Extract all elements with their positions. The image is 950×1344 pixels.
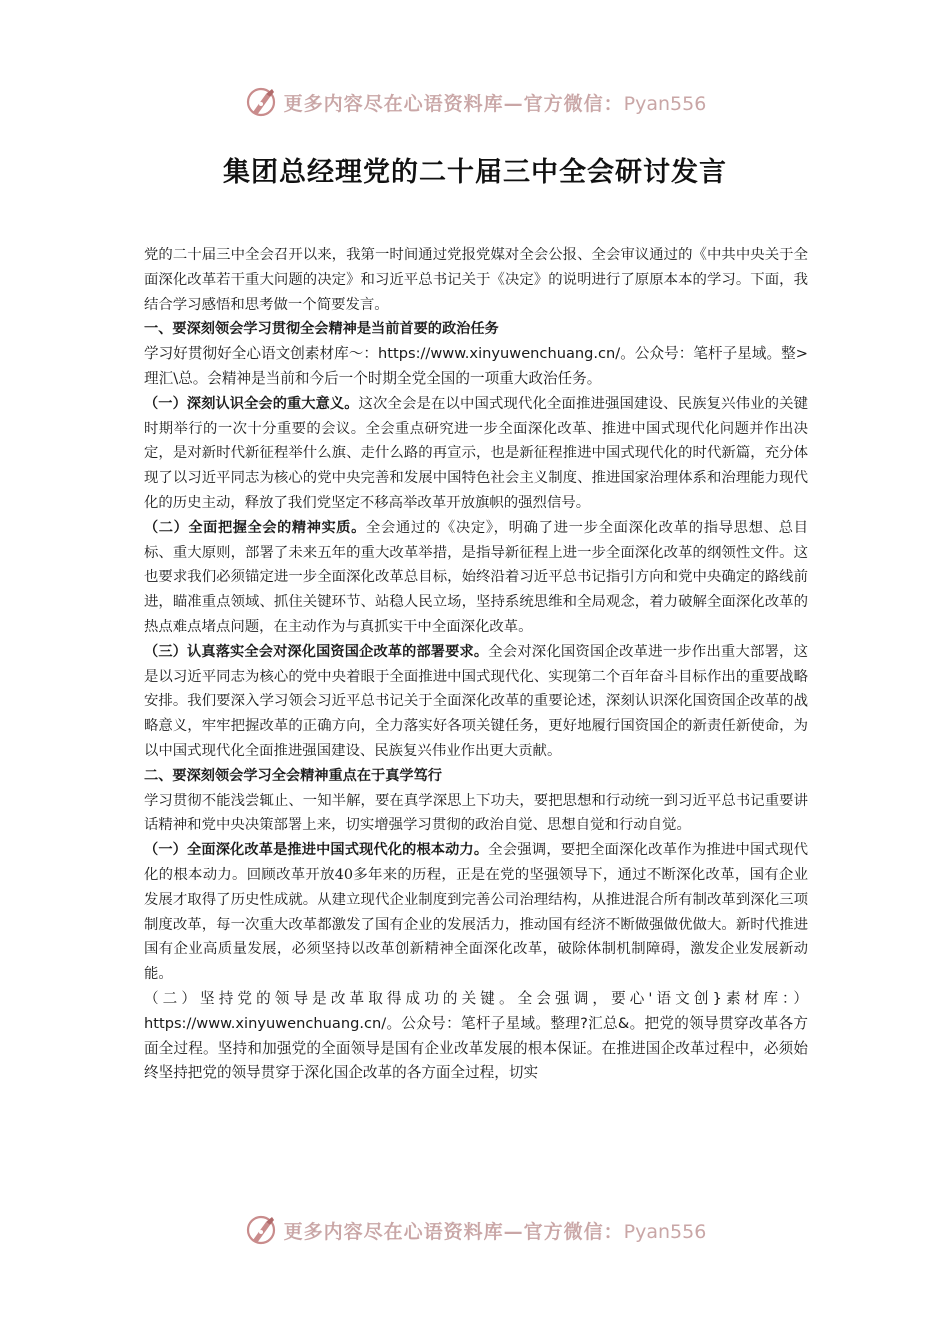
pen-nib-logo-icon	[244, 1213, 278, 1247]
section-lead-paragraph: 学习好贯彻好全心语文创素材库～：https://www.xinyuwenchuang.cn/。公众号：笔杆子星域。整>理汇\总。会精神是当前和今后一个时期全党全国的一项重大政治任务。	[144, 345, 808, 387]
subsection-paragraph: （二）坚持党的领导是改革取得成功的关键。全会强调，要心'语文创}素材库：）https://www.xinyuwenchuang.cn/。公众号：笔杆子星域。整理?汇总&。把党的领导贯穿改革各方面全过程。坚持和加强党的全面领导是国有企业改革发展的根本保证。在推进国企改革过程中，必须始终坚持把党的领导贯穿于深化国企改革的各方面全过程，切实	[144, 989, 808, 1082]
watermark-text: 更多内容尽在心语资料库—官方微信：Pyan556	[283, 1220, 707, 1243]
subsection-text: 全会强调，要把全面深化改革作为推进中国式现代化的根本动力。回顾改革开放40多年来的历程，正是在党的坚强领导下，通过不断深化改革，国有企业发展才取得了历史性成就。从建立现代企业制度到完善公司治理结构，从推进混合所有制改革到深化三项制度改革，每一次重大改革都激发了国有企业的发展活力，推动国有经济不断做强做优做大。新时代推进国有企业高质量发展，必须坚持以改革创新精神全面深化改革，破除体制机制障碍，激发企业发展新动能。	[144, 842, 808, 983]
header-watermark	[0, 82, 950, 122]
watermark-text: 更多内容尽在心语资料库—官方微信：Pyan556	[283, 92, 707, 115]
subsection-text: 全会通过的《决定》，明确了进一步全面深化改革的指导思想、总目标、重大原则，部署了未来五年的重大改革举措，是指导新征程上进一步全面深化改革的纲领性文件。这也要求我们必须锚定进一步全面深化改革总目标，始终沿着习近平总书记指引方向和党中央确定的路线前进，瞄准重点领域、抓住关键环节、站稳人民立场，坚持系统思维和全局观念，着力破解全面深化改革的热点难点堵点问题，在主动作为与真抓实干中全面深化改革。	[144, 519, 808, 635]
subsection-label: （一）全面深化改革是推进中国式现代化的根本动力。	[144, 842, 489, 859]
subsection-paragraph	[144, 838, 808, 987]
section-heading: 二、要深刻领会学习全会精神重点在于真学笃行	[144, 767, 442, 784]
section-lead-paragraph: 学习贯彻不能浅尝辄止、一知半解，要在真学深思上下功夫，要把思想和行动统一到习近平总书记重要讲话精神和党中央决策部署上来，切实增强学习贯彻的政治自觉、思想自觉和行动自觉。	[144, 792, 808, 834]
pen-nib-logo-icon	[244, 85, 278, 119]
document-title: 集团总经理党的二十届三中全会研讨发言	[223, 157, 727, 188]
subsection-label: （一）深刻认识全会的重大意义。	[144, 395, 359, 412]
subsection-text: 这次全会是在以中国式现代化全面推进强国建设、民族复兴伟业的关键时期举行的一次十分重要的会议。全会重点研究进一步全面深化改革、推进中国式现代化问题并作出决定，是对新时代新征程举什么旗、走什么路的再宣示，也是新征程推进中国式现代化的时代新篇，充分体现了以习近平同志为核心的党中央完善和发展中国特色社会主义制度、推进国家治理体系和治理能力现代化的历史主动，释放了我们党坚定不移高举改革开放旗帜的强烈信号。	[144, 395, 808, 511]
document-body	[144, 243, 808, 1086]
subsection-label: （三）认真落实全会对深化国资国企改革的部署要求。	[144, 643, 489, 660]
subsection-label: （二）全面把握全会的精神实质。	[144, 519, 366, 536]
subsection-paragraph	[144, 640, 808, 764]
section-heading: 一、要深刻领会学习贯彻全会精神是当前首要的政治任务	[144, 321, 499, 338]
subsection-text: 全会对深化国资国企改革进一步作出重大部署，这是以习近平同志为核心的党中央着眼于全面推进中国式现代化、实现第二个百年奋斗目标作出的重要战略安排。我们要深入学习领会习近平总书记关于全面深化改革的重要论述，深刻认识深化国资国企改革的战略意义，牢牢把握改革的正确方向，全力落实好各项关键任务，更好地履行国资国企的新责任新使命，为以中国式现代化全面推进强国建设、民族复兴伟业作出更大贡献。	[144, 643, 808, 759]
footer-watermark	[0, 1210, 950, 1250]
subsection-paragraph	[144, 392, 808, 516]
subsection-paragraph	[144, 516, 808, 640]
intro-paragraph: 党的二十届三中全会召开以来，我第一时间通过党报党媒对全会公报、全会审议通过的《中共中央关于全面深化改革若干重大问题的决定》和习近平总书记关于《决定》的说明进行了原原本本的学习。下面，我结合学习感悟和思考做一个简要发言。	[144, 247, 808, 313]
